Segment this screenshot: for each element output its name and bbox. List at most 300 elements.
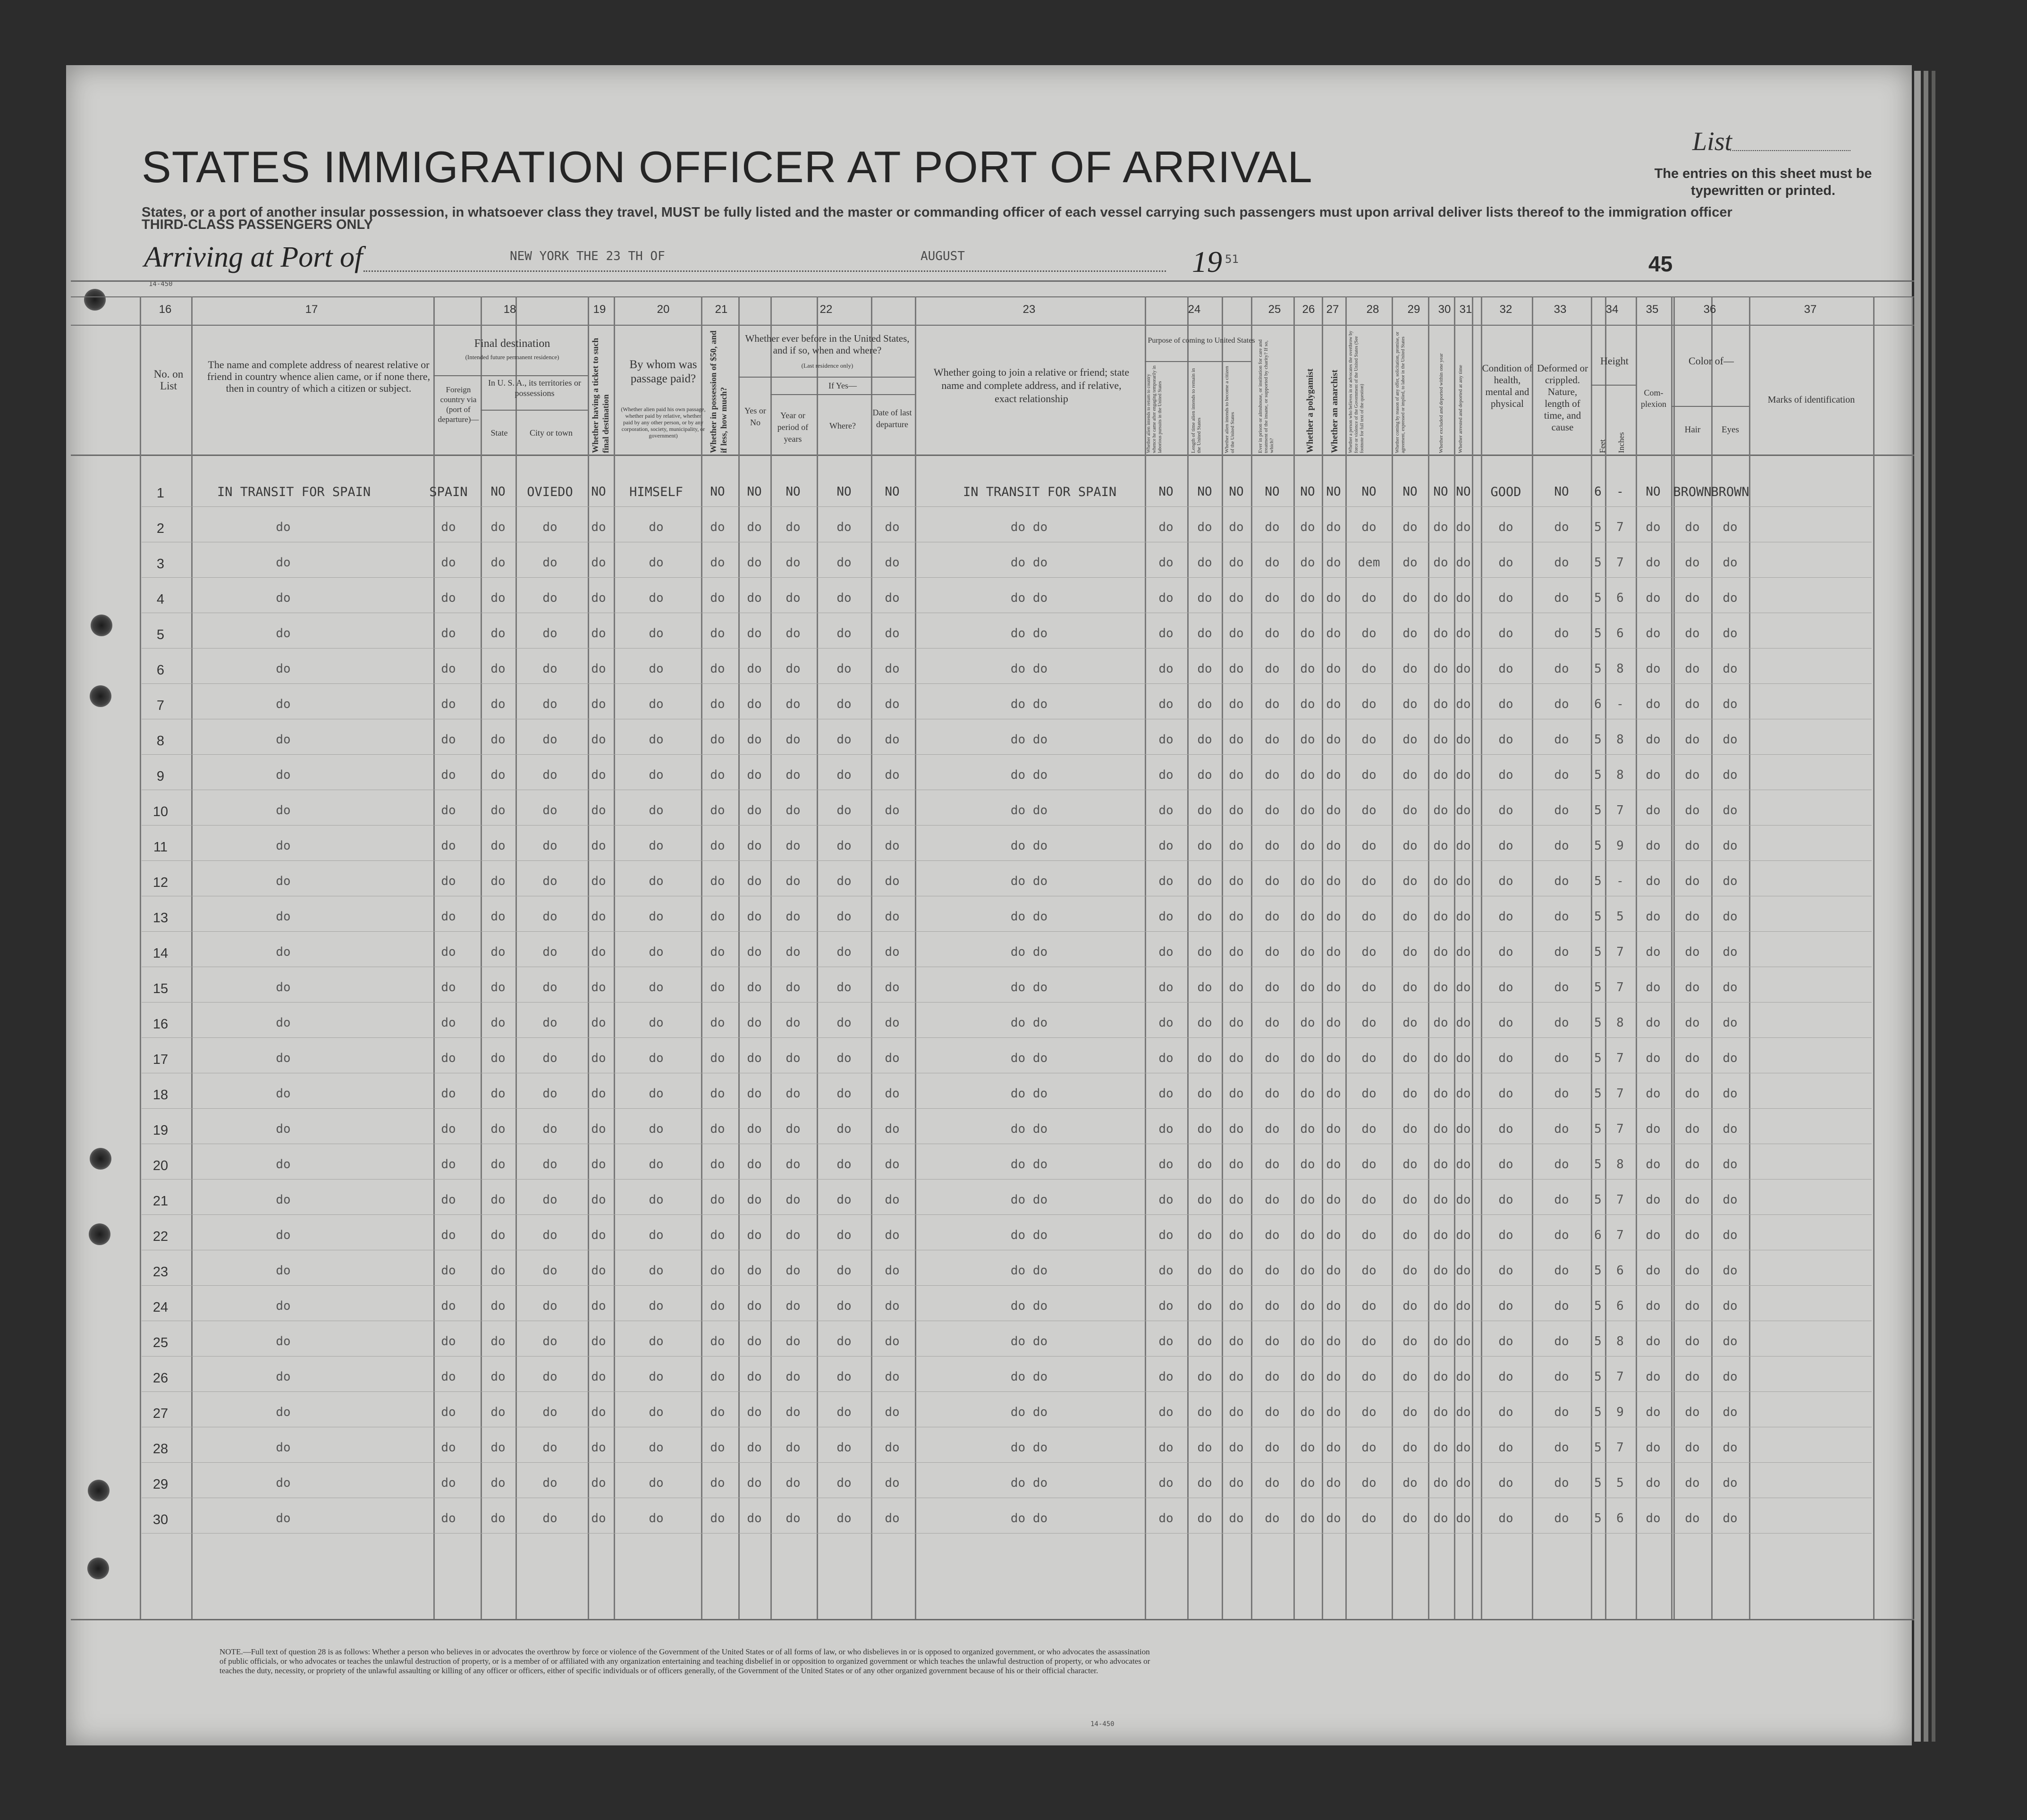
cell-q28: do xyxy=(1361,980,1377,994)
header-col-22-title: Whether ever before in the United States, and if so, when and where? xyxy=(745,333,910,356)
cell-tk: NO xyxy=(591,485,606,499)
cell-pp: do xyxy=(649,662,664,676)
row-rule xyxy=(142,860,1872,861)
cell-ft: 5 xyxy=(1594,1405,1602,1419)
cell-q31: do xyxy=(1456,980,1471,994)
cell-q26: do xyxy=(1300,626,1315,640)
cell-hr: do xyxy=(1685,980,1700,994)
cell-pp: do xyxy=(649,1087,664,1101)
cell-q27: do xyxy=(1326,1087,1341,1101)
cell-a: do xyxy=(1158,874,1174,888)
row-rule xyxy=(142,1285,1872,1286)
header-col-18-note: (Intended future permanent residence) xyxy=(465,354,559,361)
header-col-36-eyes: Eyes xyxy=(1722,425,1739,435)
cell-yr: do xyxy=(785,874,801,888)
cell-hr: do xyxy=(1685,1299,1700,1313)
cell-j: do do xyxy=(1010,1087,1048,1101)
cell-hr: do xyxy=(1685,839,1700,853)
binder-hole xyxy=(88,1480,110,1501)
cell-q30: do xyxy=(1433,1370,1448,1384)
cell-tk: do xyxy=(591,520,606,534)
cell-q27: do xyxy=(1326,1476,1341,1490)
cell-yr: do xyxy=(785,768,801,782)
cell-df: do xyxy=(1554,591,1569,605)
header-col-21: Whether in possession of $50, and if less, how much? xyxy=(709,330,728,453)
cell-df: do xyxy=(1554,839,1569,853)
cell-ft: 5 xyxy=(1594,874,1602,888)
cell-df: do xyxy=(1554,1511,1569,1525)
cell-ey: do xyxy=(1723,1405,1738,1419)
cell-wh: do xyxy=(836,980,852,994)
cell-m: do xyxy=(710,1511,725,1525)
cell-a: do xyxy=(1158,1334,1174,1348)
cell-c: do xyxy=(1229,1441,1244,1455)
cell-b: do xyxy=(1197,733,1212,747)
cell-in: 7 xyxy=(1616,1122,1624,1136)
cell-df: do xyxy=(1554,1441,1569,1455)
cell-cx: do xyxy=(1646,945,1661,959)
cell-ft: 5 xyxy=(1594,1016,1602,1030)
cell-in: 6 xyxy=(1616,626,1624,640)
cell-ey: do xyxy=(1723,1122,1738,1136)
cell-cx: do xyxy=(1646,1334,1661,1348)
cell-m: do xyxy=(710,839,725,853)
cell-q29: do xyxy=(1402,945,1418,959)
cell-q30: do xyxy=(1433,626,1448,640)
cell-f: do xyxy=(441,591,456,605)
cell-b: do xyxy=(1197,1370,1212,1384)
cell-tk: do xyxy=(591,556,606,570)
column-number: 36 xyxy=(1703,303,1716,316)
header-col-30: Whether excluded and deported within one year xyxy=(1438,353,1444,453)
cell-ft: 5 xyxy=(1594,1370,1602,1384)
cell-city: do xyxy=(542,980,557,994)
cell-q31: do xyxy=(1456,1193,1471,1207)
header-col-24-b: Length of time alien intends to remain in the United States xyxy=(1191,368,1202,453)
cell-tk: do xyxy=(591,1016,606,1030)
cell-yr: do xyxy=(785,591,801,605)
cell-c17: do xyxy=(276,520,291,534)
cell-q26: do xyxy=(1300,1016,1315,1030)
header-col-26: Whether a polygamist xyxy=(1305,368,1315,453)
header-col-37: Marks of identification xyxy=(1767,395,1855,405)
cell-c: do xyxy=(1229,839,1244,853)
cell-a: do xyxy=(1158,520,1174,534)
cell-q30: do xyxy=(1433,1299,1448,1313)
cell-tk: do xyxy=(591,733,606,747)
cell-c17: do xyxy=(276,1087,291,1101)
row-number: 18 xyxy=(152,1087,169,1103)
cell-m: do xyxy=(710,1299,725,1313)
cell-st: NO xyxy=(490,485,506,499)
cell-q28: do xyxy=(1361,697,1377,711)
cell-q25: do xyxy=(1265,980,1280,994)
cell-c: do xyxy=(1229,591,1244,605)
cell-st: do xyxy=(490,556,506,570)
cell-q27: do xyxy=(1326,626,1341,640)
stacked-page-edge xyxy=(1914,71,1921,1742)
cell-wh: do xyxy=(836,733,852,747)
cell-pp: do xyxy=(649,768,664,782)
cell-st: do xyxy=(490,1264,506,1278)
cell-q29: do xyxy=(1402,662,1418,676)
cell-tk: do xyxy=(591,1264,606,1278)
cell-q30: do xyxy=(1433,520,1448,534)
cell-q29: do xyxy=(1402,1228,1418,1242)
cell-yn: do xyxy=(747,1370,762,1384)
cell-in: - xyxy=(1616,697,1624,711)
cell-yn: do xyxy=(747,1511,762,1525)
cell-city: do xyxy=(542,803,557,817)
cell-yr: do xyxy=(785,662,801,676)
cell-b: do xyxy=(1197,697,1212,711)
cell-ft: 5 xyxy=(1594,1122,1602,1136)
cell-dt: do xyxy=(885,733,900,747)
cell-q26: do xyxy=(1300,945,1315,959)
row-number: 29 xyxy=(152,1477,169,1492)
header-col-34-title: Height xyxy=(1600,355,1629,367)
cell-st: do xyxy=(490,1193,506,1207)
cell-df: do xyxy=(1554,1228,1569,1242)
cell-q27: do xyxy=(1326,520,1341,534)
cell-q30: do xyxy=(1433,556,1448,570)
cell-hr: do xyxy=(1685,1511,1700,1525)
cell-yr: do xyxy=(785,1016,801,1030)
cell-q31: do xyxy=(1456,1122,1471,1136)
cell-ft: 5 xyxy=(1594,662,1602,676)
row-number: 1 xyxy=(156,486,165,501)
cell-in: 7 xyxy=(1616,803,1624,817)
cell-b: do xyxy=(1197,1299,1212,1313)
cell-df: do xyxy=(1554,874,1569,888)
cell-q28: do xyxy=(1361,1193,1377,1207)
cell-j: do do xyxy=(1010,874,1048,888)
cell-hl: do xyxy=(1498,768,1513,782)
cell-q29: do xyxy=(1402,1157,1418,1171)
year-suffix: 51 xyxy=(1225,253,1239,266)
table-rule xyxy=(71,280,1914,282)
row-number: 8 xyxy=(156,733,165,749)
cell-hl: do xyxy=(1498,1157,1513,1171)
cell-hr: do xyxy=(1685,945,1700,959)
cell-ft: 5 xyxy=(1594,1157,1602,1171)
cell-hl: do xyxy=(1498,626,1513,640)
cell-cx: do xyxy=(1646,626,1661,640)
cell-city: do xyxy=(542,1334,557,1348)
row-rule xyxy=(142,577,1872,578)
cell-hr: do xyxy=(1685,520,1700,534)
cell-hr: do xyxy=(1685,1264,1700,1278)
cell-f: do xyxy=(441,1476,456,1490)
cell-hl: do xyxy=(1498,1511,1513,1525)
cell-q29: do xyxy=(1402,1122,1418,1136)
cell-c17: do xyxy=(276,1511,291,1525)
row-rule xyxy=(142,754,1872,755)
cell-yn: do xyxy=(747,1051,762,1065)
cell-m: do xyxy=(710,1193,725,1207)
cell-m: do xyxy=(710,1016,725,1030)
header-col-33: Deformed or crippled. Nature, length of time, and cause xyxy=(1537,362,1588,433)
cell-st: do xyxy=(490,1370,506,1384)
cell-yn: do xyxy=(747,945,762,959)
cell-c17: IN TRANSIT FOR SPAIN xyxy=(217,485,371,499)
cell-a: do xyxy=(1158,662,1174,676)
cell-q26: do xyxy=(1300,1334,1315,1348)
cell-in: 7 xyxy=(1616,1087,1624,1101)
cell-ft: 5 xyxy=(1594,768,1602,782)
header-col-34-inches: Inches xyxy=(1617,432,1626,453)
cell-a: do xyxy=(1158,768,1174,782)
cell-q25: do xyxy=(1265,768,1280,782)
cell-dt: NO xyxy=(885,485,900,499)
cell-in: 6 xyxy=(1616,1264,1624,1278)
year-prefix: 19 xyxy=(1192,245,1222,278)
cell-q30: do xyxy=(1433,1122,1448,1136)
cell-c: do xyxy=(1229,1016,1244,1030)
cell-c: do xyxy=(1229,662,1244,676)
cell-yn: do xyxy=(747,910,762,924)
cell-q27: NO xyxy=(1326,485,1341,499)
cell-m: do xyxy=(710,910,725,924)
cell-hr: do xyxy=(1685,697,1700,711)
cell-q29: do xyxy=(1402,1511,1418,1525)
cell-city: do xyxy=(542,1087,557,1101)
list-number-line xyxy=(1730,150,1850,151)
cell-cx: do xyxy=(1646,1511,1661,1525)
cell-q31: do xyxy=(1456,1087,1471,1101)
cell-in: 5 xyxy=(1616,910,1624,924)
cell-f: do xyxy=(441,1122,456,1136)
cell-dt: do xyxy=(885,1087,900,1101)
cell-a: do xyxy=(1158,1228,1174,1242)
cell-m: do xyxy=(710,1334,725,1348)
cell-city: do xyxy=(542,1511,557,1525)
cell-tk: do xyxy=(591,980,606,994)
cell-ft: 5 xyxy=(1594,1334,1602,1348)
cell-df: do xyxy=(1554,945,1569,959)
cell-hl: do xyxy=(1498,1087,1513,1101)
cell-j: do do xyxy=(1010,910,1048,924)
cell-yr: do xyxy=(785,1087,801,1101)
cell-m: do xyxy=(710,520,725,534)
cell-hl: do xyxy=(1498,1370,1513,1384)
cell-q27: do xyxy=(1326,1370,1341,1384)
sub-header-rule xyxy=(1591,385,1636,386)
cell-in: 6 xyxy=(1616,1511,1624,1525)
cell-hl: do xyxy=(1498,1228,1513,1242)
footnote: NOTE.—Full text of question 28 is as follows: Whether a person who believes in or advocates the overthrow by force or violence of the Government of the United States or of all forms of law, or who disbelieves in or is opposed to organized government, or who advocates the assassination of public officials, or who advocates or teaches the unlawful destruction of property, or is a member of or affiliated with any organization entertaining and teaching disbelief in or opposition to organized government or which teaches the unlawful destruction of property, or who advocates or teaches the duty, necessity, or propriety of the unlawful assaulting or killing of any officer or officers, either of specific individuals or of officers generally, of the Government of the United States or of any other organized government because of his or their official character. xyxy=(220,1647,1150,1675)
header-col-31: Whether arrested and deported at any time xyxy=(1458,365,1463,453)
cell-q29: do xyxy=(1402,1087,1418,1101)
cell-q25: do xyxy=(1265,945,1280,959)
cell-cx: do xyxy=(1646,768,1661,782)
cell-q26: do xyxy=(1300,520,1315,534)
cell-m: NO xyxy=(710,485,725,499)
cell-q31: do xyxy=(1456,1476,1471,1490)
cell-in: 8 xyxy=(1616,662,1624,676)
cell-q29: do xyxy=(1402,874,1418,888)
cell-q25: do xyxy=(1265,1264,1280,1278)
cell-ey: do xyxy=(1723,874,1738,888)
cell-yr: do xyxy=(785,1264,801,1278)
header-col-34-feet: Feet xyxy=(1598,439,1607,453)
cell-ft: 5 xyxy=(1594,839,1602,853)
cell-ft: 5 xyxy=(1594,1441,1602,1455)
cell-j: do do xyxy=(1010,1016,1048,1030)
cell-tk: do xyxy=(591,1157,606,1171)
header-col-29: Whether coming by reason of any offer, solicitation, promise, or agreement, expressed or implied, to labor in the United States xyxy=(1395,331,1406,453)
cell-q27: do xyxy=(1326,1016,1341,1030)
cell-j: do do xyxy=(1010,1441,1048,1455)
cell-q27: do xyxy=(1326,1405,1341,1419)
cell-q28: do xyxy=(1361,1228,1377,1242)
cell-c17: do xyxy=(276,1016,291,1030)
cell-m: do xyxy=(710,803,725,817)
cell-m: do xyxy=(710,1051,725,1065)
cell-j: do do xyxy=(1010,803,1048,817)
cell-pp: do xyxy=(649,1334,664,1348)
cell-q25: do xyxy=(1265,1405,1280,1419)
row-number: 27 xyxy=(152,1406,169,1421)
cell-in: 8 xyxy=(1616,768,1624,782)
cell-hl: do xyxy=(1498,1193,1513,1207)
cell-wh: do xyxy=(836,1511,852,1525)
row-rule xyxy=(142,1108,1872,1109)
cell-yn: do xyxy=(747,1441,762,1455)
cell-q27: do xyxy=(1326,556,1341,570)
cell-ft: 6 xyxy=(1594,1228,1602,1242)
cell-b: do xyxy=(1197,1051,1212,1065)
cell-q30: do xyxy=(1433,1476,1448,1490)
cell-a: do xyxy=(1158,1087,1174,1101)
cell-dt: do xyxy=(885,626,900,640)
cell-j: do do xyxy=(1010,733,1048,747)
cell-city: do xyxy=(542,945,557,959)
cell-ey: do xyxy=(1723,980,1738,994)
cell-dt: do xyxy=(885,1016,900,1030)
cell-yn: do xyxy=(747,803,762,817)
cell-q26: do xyxy=(1300,556,1315,570)
cell-yr: do xyxy=(785,980,801,994)
port-label: Arriving at Port of xyxy=(144,241,363,273)
cell-q31: do xyxy=(1456,697,1471,711)
cell-c: do xyxy=(1229,556,1244,570)
cell-in: 7 xyxy=(1616,520,1624,534)
cell-c17: do xyxy=(276,556,291,570)
cell-q31: do xyxy=(1456,1334,1471,1348)
cell-hr: do xyxy=(1685,733,1700,747)
month-value: AUGUST xyxy=(921,249,965,263)
cell-q30: do xyxy=(1433,1157,1448,1171)
cell-j: do do xyxy=(1010,1370,1048,1384)
subtitle-line: States, or a port of another insular possession, in whatsoever class they travel, MUST be fully listed and the master or commanding officer of each vessel carrying such passengers must upon arrival deliver lists thereof to the immigration officer xyxy=(142,205,1732,220)
cell-c: do xyxy=(1229,1193,1244,1207)
cell-dt: do xyxy=(885,768,900,782)
cell-df: do xyxy=(1554,1051,1569,1065)
cell-c: do xyxy=(1229,1051,1244,1065)
cell-c17: do xyxy=(276,1193,291,1207)
header-col-22-where: Where? xyxy=(829,421,856,430)
cell-c17: do xyxy=(276,1157,291,1171)
cell-ft: 5 xyxy=(1594,626,1602,640)
cell-q31: do xyxy=(1456,733,1471,747)
cell-q25: do xyxy=(1265,1193,1280,1207)
cell-a: do xyxy=(1158,1299,1174,1313)
cell-a: do xyxy=(1158,803,1174,817)
cell-c: NO xyxy=(1229,485,1244,499)
cell-city: do xyxy=(542,1476,557,1490)
cell-q30: do xyxy=(1433,662,1448,676)
cell-cx: NO xyxy=(1646,485,1661,499)
row-number: 6 xyxy=(156,663,165,678)
cell-q26: do xyxy=(1300,1405,1315,1419)
cell-q27: do xyxy=(1326,1334,1341,1348)
cell-st: do xyxy=(490,520,506,534)
cell-m: do xyxy=(710,1370,725,1384)
cell-df: do xyxy=(1554,1157,1569,1171)
cell-b: do xyxy=(1197,910,1212,924)
cell-q31: do xyxy=(1456,520,1471,534)
cell-pp: do xyxy=(649,1405,664,1419)
cell-c17: do xyxy=(276,768,291,782)
cell-q28: do xyxy=(1361,1299,1377,1313)
cell-yn: do xyxy=(747,1193,762,1207)
cell-q29: do xyxy=(1402,556,1418,570)
sub-header-rule xyxy=(770,394,915,395)
cell-ey: do xyxy=(1723,839,1738,853)
footer-code: 14-450 xyxy=(1090,1720,1115,1728)
cell-st: do xyxy=(490,910,506,924)
cell-hr: do xyxy=(1685,1087,1700,1101)
cell-q26: do xyxy=(1300,662,1315,676)
cell-yr: do xyxy=(785,803,801,817)
cell-c17: do xyxy=(276,1476,291,1490)
cell-wh: do xyxy=(836,697,852,711)
cell-hl: do xyxy=(1498,803,1513,817)
cell-q26: do xyxy=(1300,1087,1315,1101)
cell-b: do xyxy=(1197,1087,1212,1101)
cell-m: do xyxy=(710,1228,725,1242)
cell-ey: do xyxy=(1723,768,1738,782)
cell-pp: do xyxy=(649,839,664,853)
cell-cx: do xyxy=(1646,1228,1661,1242)
cell-hl: do xyxy=(1498,874,1513,888)
cell-hl: do xyxy=(1498,1051,1513,1065)
cell-wh: do xyxy=(836,662,852,676)
cell-f: do xyxy=(441,1370,456,1384)
cell-q30: do xyxy=(1433,874,1448,888)
cell-cx: do xyxy=(1646,697,1661,711)
cell-b: do xyxy=(1197,980,1212,994)
cell-c: do xyxy=(1229,626,1244,640)
cell-m: do xyxy=(710,1405,725,1419)
cell-yn: do xyxy=(747,556,762,570)
cell-ft: 5 xyxy=(1594,1476,1602,1490)
cell-tk: do xyxy=(591,874,606,888)
cell-hl: do xyxy=(1498,1122,1513,1136)
cell-ey: do xyxy=(1723,803,1738,817)
cell-yr: do xyxy=(785,1511,801,1525)
cell-city: OVIEDO xyxy=(527,485,573,499)
cell-c17: do xyxy=(276,591,291,605)
port-value: NEW YORK THE 23 TH OF xyxy=(510,249,665,263)
cell-q28: do xyxy=(1361,768,1377,782)
cell-q25: do xyxy=(1265,733,1280,747)
cell-q26: do xyxy=(1300,839,1315,853)
cell-q30: do xyxy=(1433,1051,1448,1065)
corner-code: 14-450 xyxy=(149,280,173,288)
cell-in: - xyxy=(1616,485,1624,499)
